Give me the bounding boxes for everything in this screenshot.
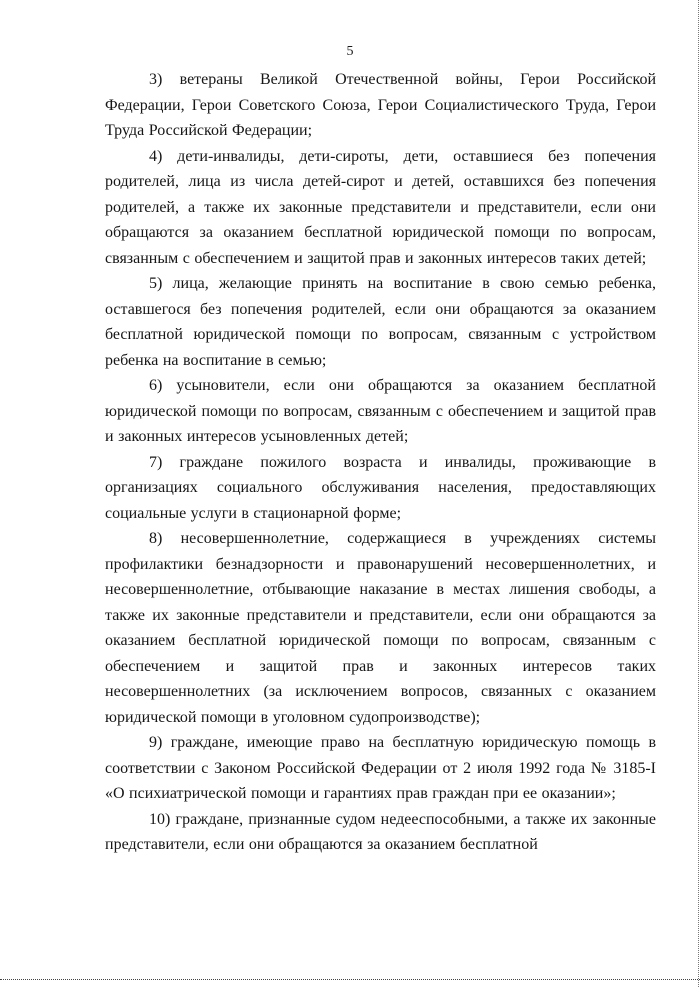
paragraph-item-3: 3) ветераны Великой Отечественной войны, Герои Российской Федерации, Герои Советского Союза, Герои Социалистического Труда, Герои Труда Российской Федерации; [105,71,656,139]
paragraph-item-8: 8) несовершеннолетние, содержащиеся в учреждениях системы профилактики безнадзорности и правонарушений несовершеннолетних, и несовершеннолетние, отбывающие наказание в местах лишения свободы, а также их законные представители и представители, если они обращаются за оказанием бесплатной юридической помощи по вопросам, связанным с обеспечением и защитой прав и законных интересов таких несовершеннолетних (за исключением вопросов, связанных с оказанием юридической помощи в уголовном судопроизводстве); [105,530,656,726]
paragraph-item-5: 5) лица, желающие принять на воспитание в свою семью ребенка, оставшегося без попечения родителей, если они обращаются за оказанием бесплатной юридической помощи по вопросам, связанным с устройством ребенка на воспитание в семью; [105,275,656,369]
page-number: 5 [346,44,354,59]
paragraph-item-4: 4) дети-инвалиды, дети-сироты, дети, оставшиеся без попечения родителей, лица из числа детей-сирот и детей, оставшихся без попечения родителей, а также их законные представители и представители, если они обращаются за оказанием бесплатной юридической помощи по вопросам, связанным с обеспечением и защитой прав и законных интересов таких детей; [105,147,656,267]
paragraph-item-6: 6) усыновители, если они обращаются за оказанием бесплатной юридической помощи по вопросам, связанным с обеспечением и защитой прав и законных интересов усыновленных детей; [105,377,656,445]
paragraph-item-9: 9) граждане, имеющие право на бесплатную юридическую помощь в соответствии с Законом Российской Федерации от 2 июля 1992 года № 3185-I «О психиатрической помощи и гарантиях прав граждан при ее оказании»; [105,734,656,802]
document-body [105,67,656,858]
scan-edge-right [698,0,699,987]
paragraph-item-10: 10) граждане, признанные судом недееспособными, а также их законные представители, если они обращаются за оказанием бесплатной [105,810,656,853]
scan-edge-bottom [0,979,700,980]
paragraph-item-7: 7) граждане пожилого возраста и инвалиды, проживающие в организациях социального обслуживания населения, предоставляющих социальные услуги в стационарной форме; [105,453,656,522]
